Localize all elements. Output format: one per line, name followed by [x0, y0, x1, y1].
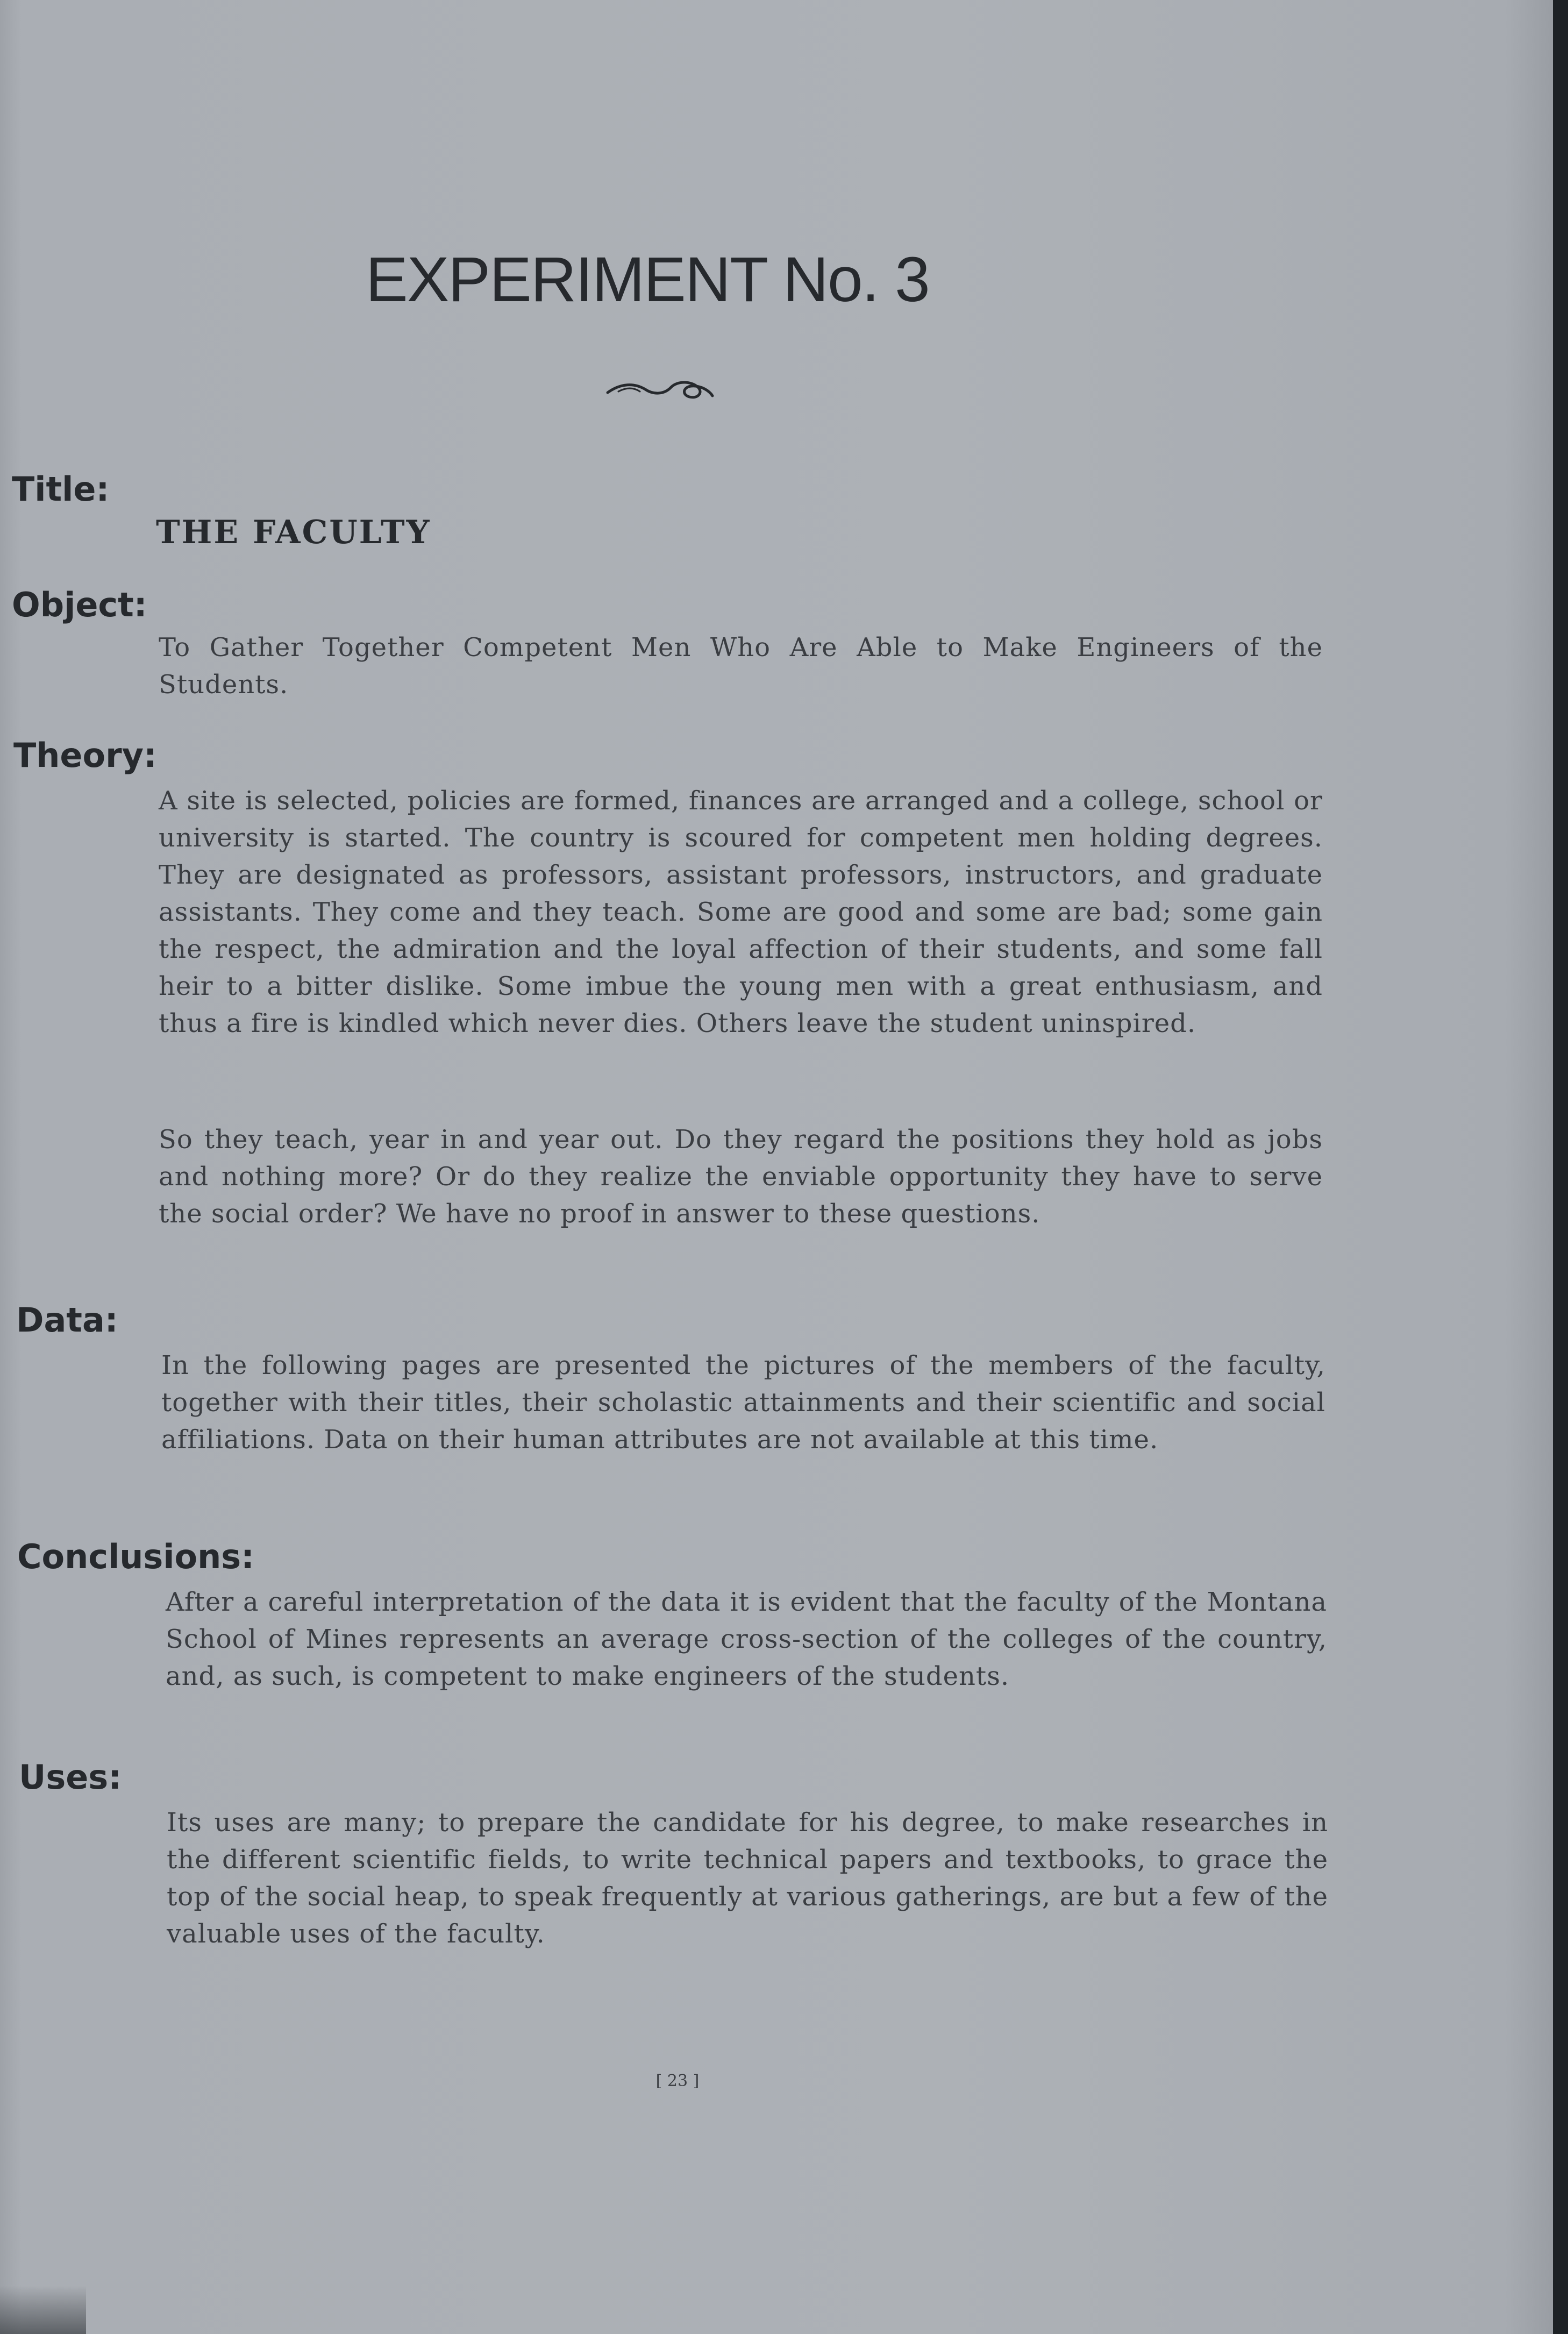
- page-edge-shadow: [1553, 0, 1568, 2334]
- object-label: Object:: [12, 585, 147, 624]
- data-text: In the following pages are presented the pictures of the members of the faculty, together with their titles, their scholastic attainments and their scientific and social affiliations. Data on their human attributes are not available at this time.: [161, 1350, 1325, 1455]
- title-label: Title:: [12, 469, 110, 509]
- title-value: THE FACULTY: [156, 514, 431, 551]
- object-text: To Gather Together Competent Men Who Are Able to Make Engineers of the Students.: [159, 632, 1323, 700]
- page-corner-shadow: [0, 2286, 86, 2334]
- uses-text: Its uses are many; to prepare the candidate for his degree, to make researches in the different scientific fields, to write technical papers and textbooks, to grace the top of the social heap, to speak frequently at various gatherings, are but a few of the valuable uses of the faculty.: [167, 1808, 1328, 1949]
- theory-paragraph-2: So they teach, year in and year out. Do they regard the positions they hold as jobs and nothing more? Or do they realize the enviable opportunity they have to serve the social order? We have no proof in answer to these questions.: [159, 1125, 1323, 1229]
- page-heading: EXPERIMENT No. 3: [366, 244, 929, 315]
- conclusions-label: Conclusions:: [17, 1537, 254, 1576]
- theory-paragraph-1: A site is selected, policies are formed, finances are arranged and a college, school or university is started. The country is scoured for competent men holding degrees. They are designated as professors, assistant professors, instructors, and graduate assistants. They come and they teach. Some are good and some are bad; some gain the respect, the admiration and the loyal affection of their students, and some fall heir to a bitter dislike. Some imbue the young men with a great enthusiasm, and thus a fire is kindled which never dies. Others leave the student uninspired.: [159, 786, 1323, 1038]
- conclusions-text: After a careful interpretation of the data it is evident that the faculty of the Montana School of Mines represents an average cross-section of the colleges of the country, and, as such, is competent to make engineers of the students.: [166, 1587, 1327, 1691]
- page-number: [ 23 ]: [655, 2072, 700, 2090]
- theory-label: Theory:: [13, 736, 157, 775]
- data-label: Data:: [16, 1300, 118, 1340]
- flourish-icon: [602, 371, 721, 409]
- uses-label: Uses:: [19, 1757, 122, 1797]
